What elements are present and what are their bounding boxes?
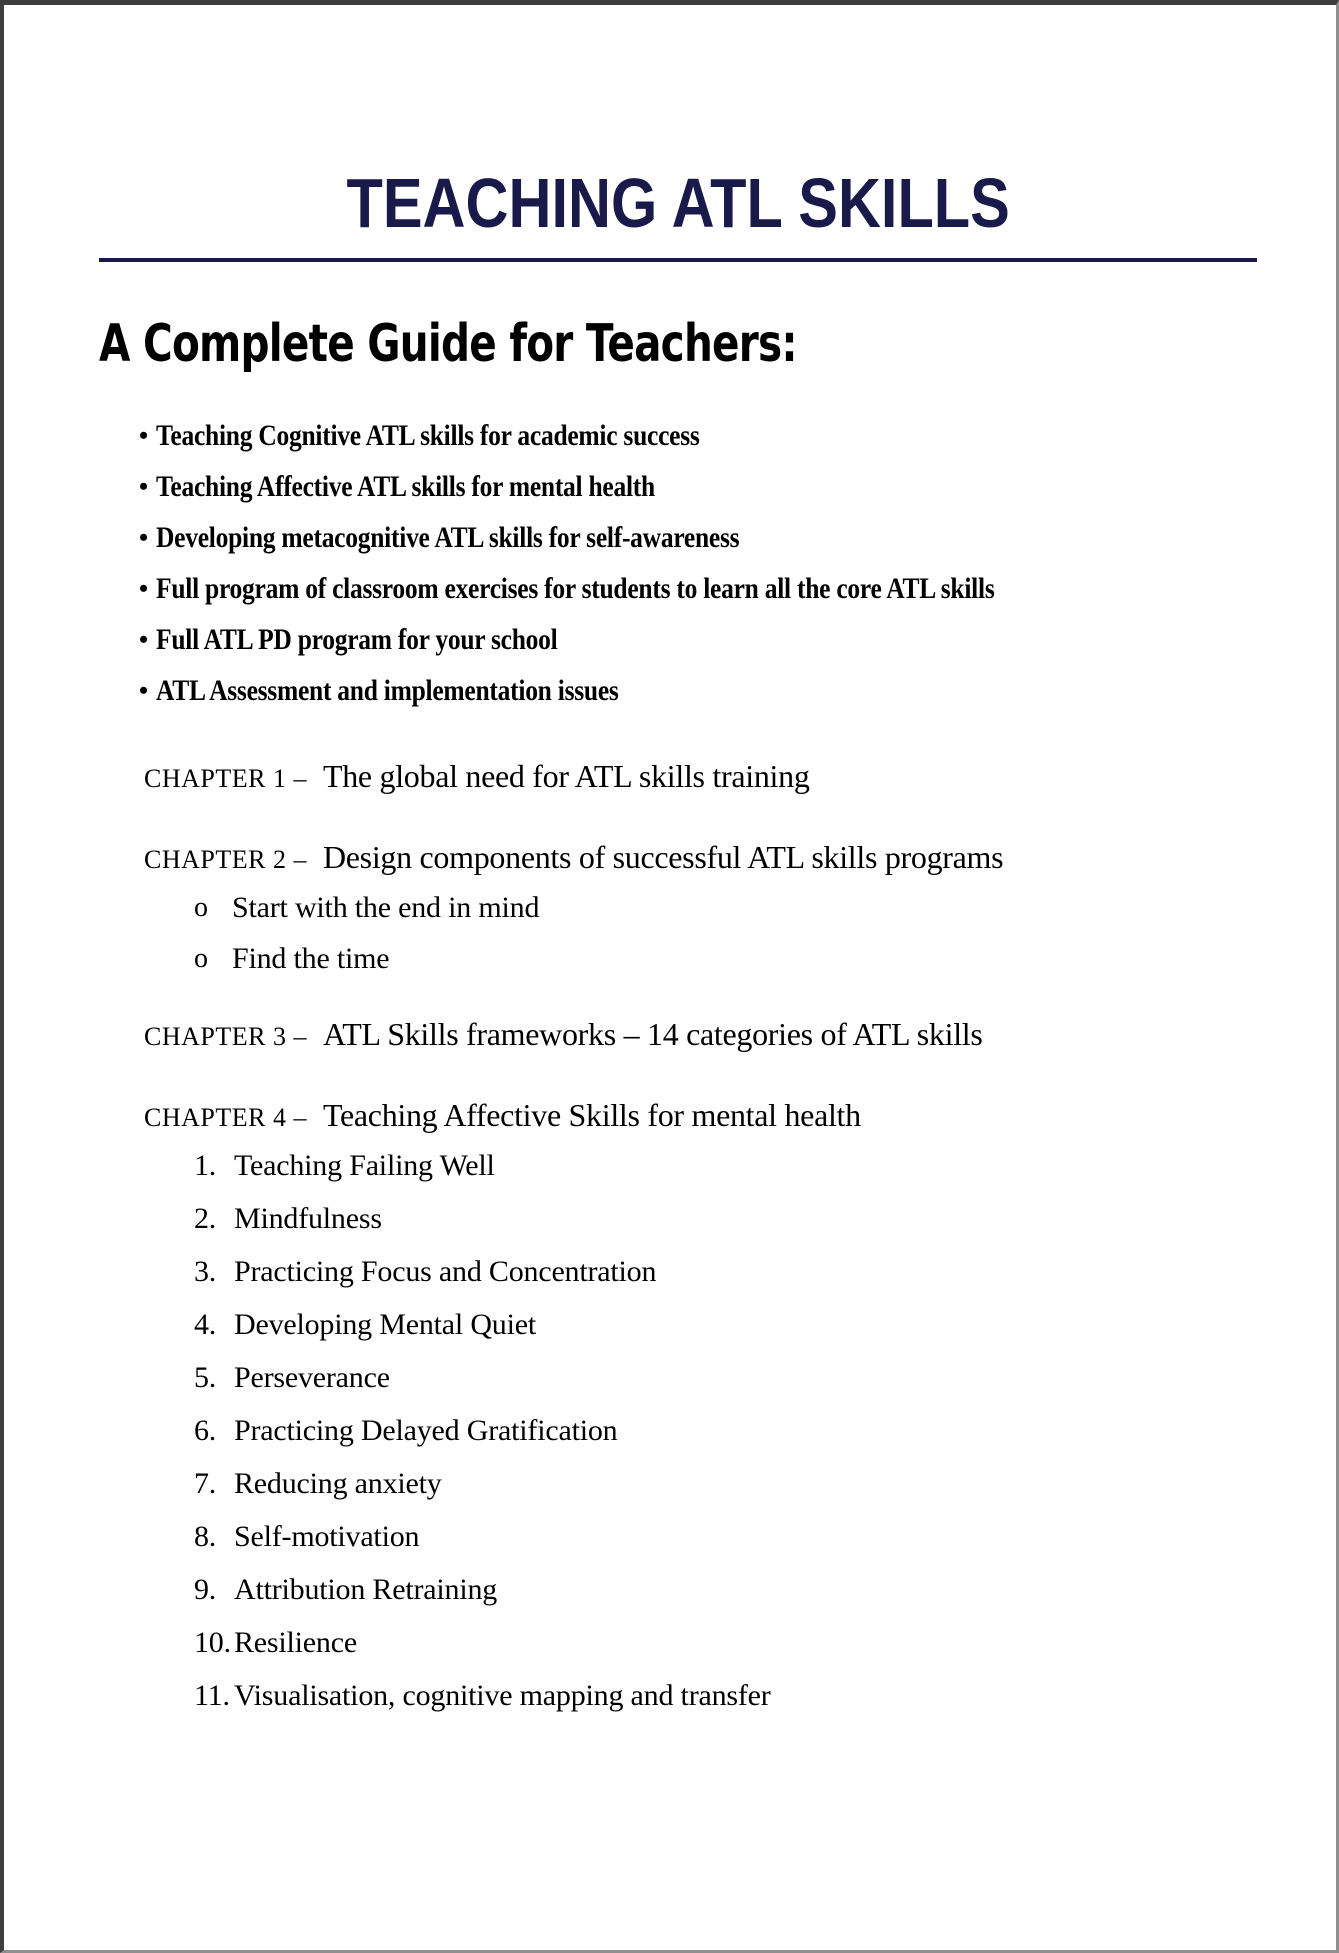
table-of-contents xyxy=(99,757,1257,1712)
item-number: 7. xyxy=(194,1467,217,1500)
list-item-text: Mindfulness xyxy=(234,1202,382,1235)
list-item xyxy=(194,1202,1257,1235)
list-item-text: Attribution Retraining xyxy=(234,1573,498,1606)
bullet-icon: • xyxy=(139,523,148,552)
circle-bullet-icon: o xyxy=(194,943,208,974)
list-item-text: Visualisation, cognitive mapping and transfer xyxy=(234,1679,771,1712)
document-page xyxy=(4,163,1336,1712)
item-number: 1. xyxy=(194,1149,217,1182)
list-item xyxy=(194,1255,1257,1288)
chapter-label: CHAPTER 1 – xyxy=(144,764,307,793)
list-item-text: Self-motivation xyxy=(234,1520,420,1553)
chapter-title: Design components of successful ATL skills programs xyxy=(322,839,1004,875)
chapter-label: CHAPTER 2 – xyxy=(144,845,307,874)
item-number: 11. xyxy=(194,1679,230,1712)
chapter-label: CHAPTER 3 – xyxy=(144,1022,307,1051)
list-item xyxy=(139,420,1257,452)
list-item xyxy=(139,471,1257,503)
bullet-icon: • xyxy=(139,574,148,603)
item-number: 8. xyxy=(194,1520,217,1553)
list-item-text: Developing metacognitive ATL skills for self-awareness xyxy=(156,521,740,554)
chapter-2-subitems xyxy=(194,891,1257,975)
bullet-icon: • xyxy=(139,676,148,705)
item-number: 5. xyxy=(194,1361,217,1394)
list-item-text: Teaching Cognitive ATL skills for academic success xyxy=(156,419,700,452)
list-item-text: Teaching Failing Well xyxy=(234,1149,495,1182)
chapter-3-heading xyxy=(144,1015,1257,1056)
list-item-text: Reducing anxiety xyxy=(234,1467,442,1500)
list-item-text: Full program of classroom exercises for students to learn all the core ATL skills xyxy=(156,572,995,605)
list-item-text: Start with the end in mind xyxy=(232,891,540,924)
list-item xyxy=(194,1361,1257,1394)
list-item xyxy=(194,1626,1257,1659)
list-item xyxy=(194,1149,1257,1182)
list-item-text: Full ATL PD program for your school xyxy=(156,623,558,656)
item-number: 10. xyxy=(194,1626,231,1659)
subtitle: A Complete Guide for Teachers: xyxy=(99,314,797,374)
list-item xyxy=(139,624,1257,656)
chapter-label: CHAPTER 4 – xyxy=(144,1103,307,1132)
list-item-text: Developing Mental Quiet xyxy=(234,1308,536,1341)
chapter-title: ATL Skills frameworks – 14 categories of ATL skills xyxy=(322,1016,983,1052)
list-item-text: ATL Assessment and implementation issues xyxy=(156,674,619,707)
list-item xyxy=(194,1520,1257,1553)
list-item xyxy=(194,1467,1257,1500)
list-item xyxy=(194,1573,1257,1606)
list-item xyxy=(194,942,1257,975)
list-item-text: Practicing Focus and Concentration xyxy=(234,1255,657,1288)
list-item xyxy=(194,891,1257,924)
item-number: 2. xyxy=(194,1202,217,1235)
list-item xyxy=(194,1679,1257,1712)
list-item xyxy=(139,573,1257,605)
chapter-2-heading xyxy=(144,838,1257,879)
bullet-icon: • xyxy=(139,625,148,654)
bullet-icon: • xyxy=(139,421,148,450)
chapter-4-numbered-list xyxy=(194,1149,1257,1712)
list-item xyxy=(139,522,1257,554)
chapter-1-heading xyxy=(144,757,1257,798)
item-number: 9. xyxy=(194,1573,217,1606)
list-item-text: Teaching Affective ATL skills for mental health xyxy=(156,470,655,503)
list-item-text: Resilience xyxy=(234,1626,357,1659)
highlights-list xyxy=(99,420,1257,707)
page-title: TEACHING ATL SKILLS xyxy=(346,164,1010,242)
item-number: 4. xyxy=(194,1308,217,1341)
title-divider xyxy=(99,258,1257,262)
list-item xyxy=(194,1308,1257,1341)
item-number: 3. xyxy=(194,1255,217,1288)
list-item-text: Find the time xyxy=(232,942,390,975)
chapter-title: Teaching Affective Skills for mental health xyxy=(322,1097,861,1133)
circle-bullet-icon: o xyxy=(194,892,208,923)
item-number: 6. xyxy=(194,1414,217,1447)
chapter-title: The global need for ATL skills training xyxy=(322,758,810,794)
list-item xyxy=(194,1414,1257,1447)
list-item-text: Perseverance xyxy=(234,1361,390,1394)
chapter-4-heading xyxy=(144,1096,1257,1137)
list-item-text: Practicing Delayed Gratification xyxy=(234,1414,618,1447)
list-item xyxy=(139,675,1257,707)
bullet-icon: • xyxy=(139,472,148,501)
page-title-wrap xyxy=(99,163,1257,243)
